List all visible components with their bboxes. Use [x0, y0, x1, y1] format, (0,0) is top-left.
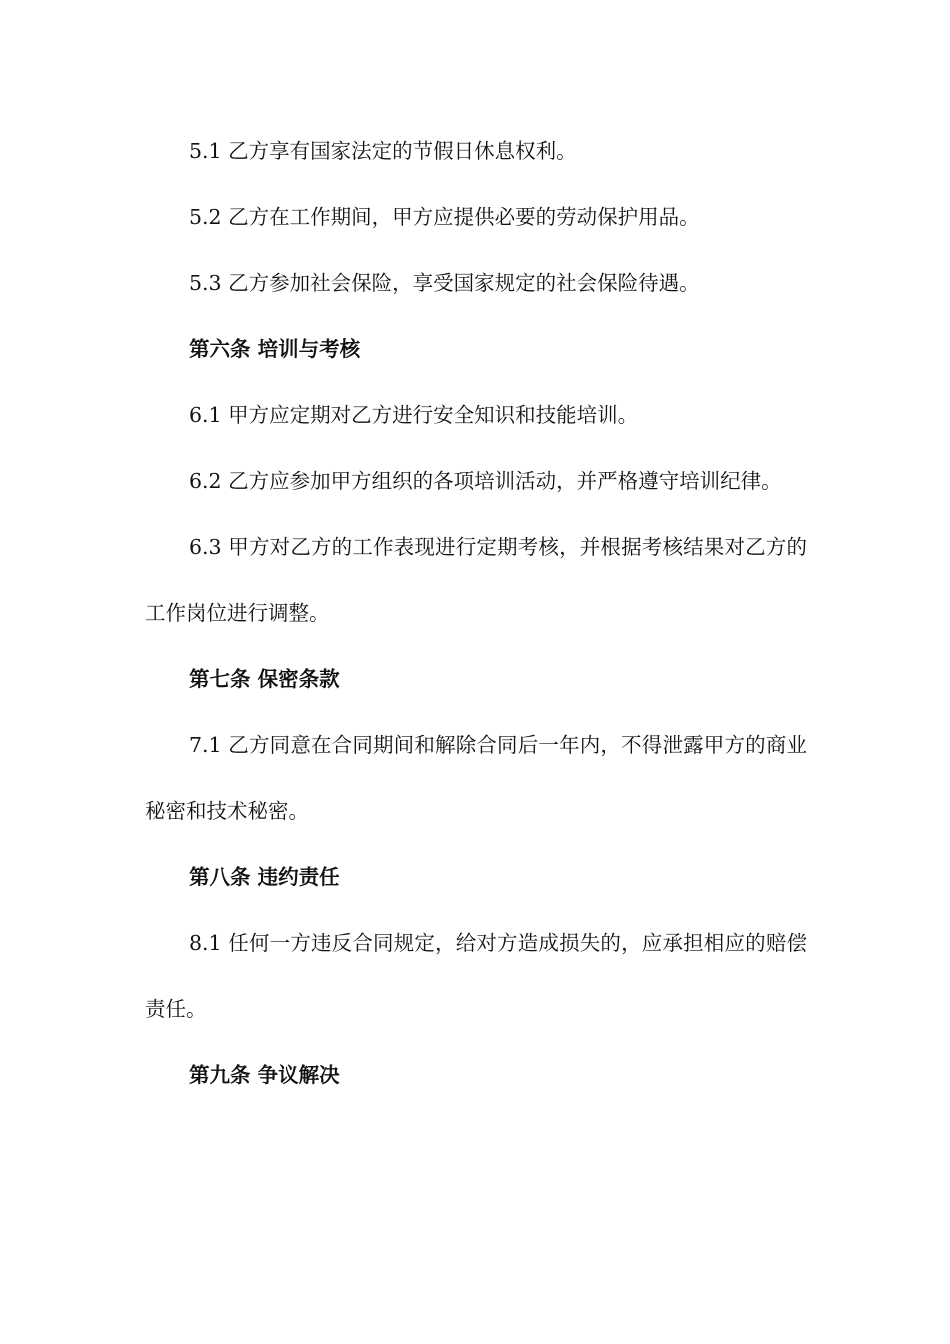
clause-6-1: 6.1 甲方应定期对乙方进行安全知识和技能培训。 [189, 403, 639, 427]
article-9-heading: 第九条 争议解决 [189, 1063, 340, 1087]
clause-6-2: 6.2 乙方应参加甲方组织的各项培训活动，并严格遵守培训纪律。 [189, 469, 782, 493]
clause-5-2: 5.2 乙方在工作期间，甲方应提供必要的劳动保护用品。 [189, 205, 700, 229]
clause-6-3: 6.3 甲方对乙方的工作表现进行定期考核，并根据考核结果对乙方的工作岗位进行调整。 [145, 535, 807, 625]
clause-8-1: 8.1 任何一方违反合同规定，给对方造成损失的，应承担相应的赔偿责任。 [145, 931, 807, 1021]
article-7-heading: 第七条 保密条款 [189, 667, 340, 691]
clause-5-1: 5.1 乙方享有国家法定的节假日休息权利。 [189, 139, 577, 163]
article-6-heading: 第六条 培训与考核 [189, 337, 361, 361]
article-8-heading: 第八条 违约责任 [189, 865, 340, 889]
document-body [145, 131, 807, 1121]
clause-7-1: 7.1 乙方同意在合同期间和解除合同后一年内，不得泄露甲方的商业秘密和技术秘密。 [145, 733, 807, 823]
clause-5-3: 5.3 乙方参加社会保险，享受国家规定的社会保险待遇。 [189, 271, 700, 295]
